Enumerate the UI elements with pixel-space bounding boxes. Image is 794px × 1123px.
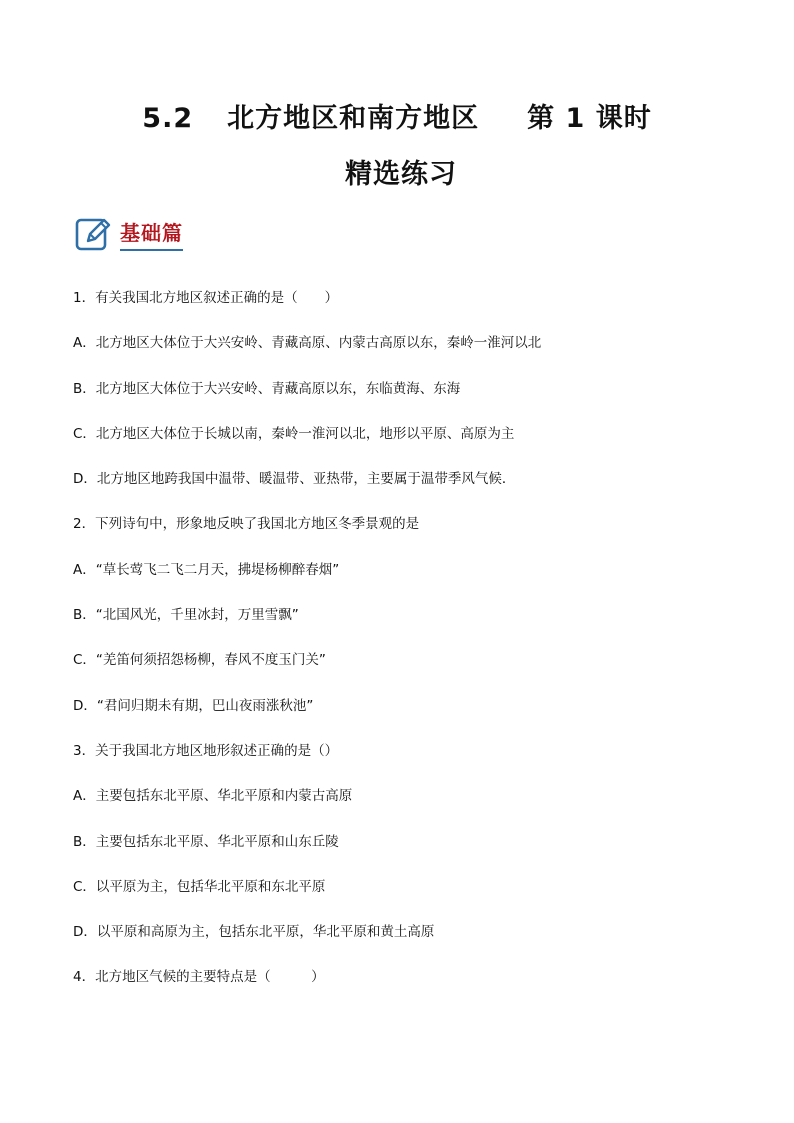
question-list: [73, 287, 733, 1012]
option-b: B．“北国风光，千里冰封，万里雪飘”: [73, 607, 299, 624]
title-main: 北方地区和南方地区: [227, 103, 480, 134]
section-label-underline: [120, 217, 183, 251]
option-b: B．北方地区大体位于大兴安岭、青藏高原以东，东临黄海、东海: [73, 380, 461, 397]
option-d: D．北方地区地跨我国中温带、暖温带、亚热带，主要属于温带季风气候．: [73, 471, 516, 488]
option-c: C．北方地区大体位于长城以南，秦岭一淮河以北，地形以平原、高原为主: [73, 425, 515, 442]
question-stem: 4．北方地区气候的主要特点是（ ）: [73, 969, 325, 986]
option-c: C．以平原为主，包括华北平原和东北平原: [73, 878, 326, 895]
edit-icon: [74, 215, 112, 253]
option-a: A．“草长莺飞二飞二月天，拂堤杨柳醉春烟”: [73, 561, 340, 578]
section-label: 基础篇: [120, 221, 183, 245]
option-d: D．“君问归期未有期，巴山夜雨涨秋池”: [73, 697, 314, 714]
option-d: D．以平原和高原为主，包括东北平原，华北平原和黄土高原: [73, 924, 435, 941]
option-a: A．主要包括东北平原、华北平原和内蒙古高原: [73, 788, 353, 805]
option-b: B．主要包括东北平原、华北平原和山东丘陵: [73, 833, 339, 850]
question-stem: 2．下列诗句中，形象地反映了我国北方地区冬季景观的是: [73, 516, 420, 533]
title-number: 5.2: [142, 103, 194, 134]
page-subtitle: 精选练习: [345, 159, 457, 190]
title-lesson: 第 1 课时: [527, 103, 652, 134]
section-header: [74, 212, 183, 256]
question-stem: 3．关于我国北方地区地形叙述正确的是（）: [73, 742, 339, 759]
question-stem: 1．有关我国北方地区叙述正确的是（ ）: [73, 290, 339, 306]
page-title: [0, 96, 794, 135]
option-c: C．“羌笛何须招怨杨柳，春风不度玉门关”: [73, 652, 326, 669]
option-a: A．北方地区大体位于大兴安岭、青藏高原、内蒙古高原以东，秦岭一淮河以北: [73, 335, 542, 352]
